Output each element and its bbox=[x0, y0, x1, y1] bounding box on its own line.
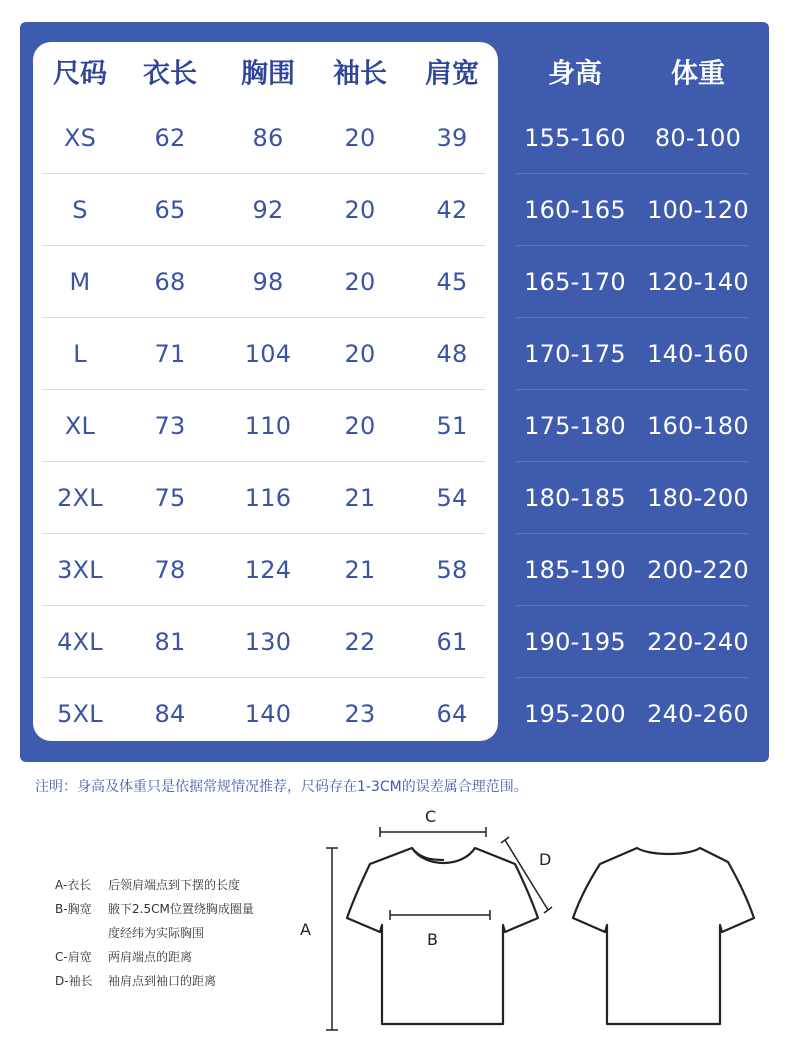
table-cell: 130 bbox=[244, 628, 292, 656]
table-cell: 92 bbox=[252, 196, 284, 224]
table-cell: 54 bbox=[436, 484, 468, 512]
table-cell: 71 bbox=[154, 340, 186, 368]
table-cell: 140-160 bbox=[647, 340, 749, 368]
table-row bbox=[0, 534, 790, 606]
tshirt-back-outline bbox=[573, 848, 754, 1024]
header-length: 衣长 bbox=[143, 58, 197, 90]
table-cell: 20 bbox=[344, 340, 376, 368]
table-cell: 65 bbox=[154, 196, 186, 224]
table-cell: 165-170 bbox=[524, 268, 626, 296]
table-row bbox=[0, 462, 790, 534]
header-sleeve: 袖长 bbox=[333, 58, 387, 90]
table-cell: 64 bbox=[436, 700, 468, 728]
table-cell: 81 bbox=[154, 628, 186, 656]
table-cell: 21 bbox=[344, 556, 376, 584]
table-cell: 175-180 bbox=[524, 412, 626, 440]
table-cell: 185-190 bbox=[524, 556, 626, 584]
legend-key: C-肩宽 bbox=[55, 950, 92, 964]
table-cell: 58 bbox=[436, 556, 468, 584]
table-cell: 48 bbox=[436, 340, 468, 368]
legend-key: D-袖长 bbox=[55, 974, 93, 988]
table-cell: 3XL bbox=[57, 556, 103, 584]
table-cell: 78 bbox=[154, 556, 186, 584]
tshirt-front-outline bbox=[347, 848, 538, 1024]
table-cell: M bbox=[69, 268, 91, 296]
table-cell: 75 bbox=[154, 484, 186, 512]
table-cell: 170-175 bbox=[524, 340, 626, 368]
table-cell: 190-195 bbox=[524, 628, 626, 656]
header-weight: 体重 bbox=[671, 58, 725, 90]
table-cell: 42 bbox=[436, 196, 468, 224]
table-cell: 20 bbox=[344, 268, 376, 296]
sleeve-tick-bottom bbox=[544, 907, 552, 913]
table-row bbox=[0, 102, 790, 174]
table-cell: 22 bbox=[344, 628, 376, 656]
table-cell: XS bbox=[63, 124, 97, 152]
table-cell: 20 bbox=[344, 196, 376, 224]
table-row bbox=[0, 318, 790, 390]
legend-desc: 度经纬为实际胸围 bbox=[108, 926, 205, 940]
table-cell: 20 bbox=[344, 124, 376, 152]
tshirt-diagram bbox=[290, 800, 770, 1040]
table-cell: 180-185 bbox=[524, 484, 626, 512]
table-cell: 240-260 bbox=[647, 700, 749, 728]
table-cell: L bbox=[73, 340, 87, 368]
legend-key: B-胸宽 bbox=[55, 902, 92, 916]
table-cell: 2XL bbox=[57, 484, 103, 512]
label-a: A bbox=[300, 920, 311, 939]
table-cell: 68 bbox=[154, 268, 186, 296]
legend-desc: 两肩端点的距离 bbox=[108, 950, 193, 964]
table-cell: 61 bbox=[436, 628, 468, 656]
table-cell: 51 bbox=[436, 412, 468, 440]
table-cell: 140 bbox=[244, 700, 292, 728]
legend-key: A-衣长 bbox=[55, 878, 92, 892]
table-cell: 104 bbox=[244, 340, 292, 368]
legend-desc: 腋下2.5CM位置绕胸成圈量 bbox=[108, 902, 254, 916]
table-cell: 4XL bbox=[57, 628, 103, 656]
table-cell: 160-180 bbox=[647, 412, 749, 440]
table-cell: 20 bbox=[344, 412, 376, 440]
table-cell: 180-200 bbox=[647, 484, 749, 512]
table-cell: S bbox=[72, 196, 88, 224]
table-cell: 23 bbox=[344, 700, 376, 728]
table-cell: 21 bbox=[344, 484, 376, 512]
table-cell: 200-220 bbox=[647, 556, 749, 584]
table-cell: 124 bbox=[244, 556, 292, 584]
header-shoulder: 肩宽 bbox=[425, 58, 479, 90]
table-cell: 160-165 bbox=[524, 196, 626, 224]
table-row bbox=[0, 174, 790, 246]
table-cell: 5XL bbox=[57, 700, 103, 728]
table-cell: 45 bbox=[436, 268, 468, 296]
table-cell: 195-200 bbox=[524, 700, 626, 728]
table-cell: 98 bbox=[252, 268, 284, 296]
table-cell: 80-100 bbox=[654, 124, 742, 152]
header-chest: 胸围 bbox=[241, 58, 295, 90]
header-height: 身高 bbox=[548, 58, 602, 90]
table-cell: 84 bbox=[154, 700, 186, 728]
table-row bbox=[0, 390, 790, 462]
table-cell: 73 bbox=[154, 412, 186, 440]
table-cell: 116 bbox=[244, 484, 292, 512]
legend-desc: 袖肩点到袖口的距离 bbox=[108, 974, 217, 988]
sleeve-tick-top bbox=[501, 837, 509, 843]
size-note: 注明：身高及体重只是依据常规情况推荐，尺码存在1-3CM的误差属合理范围。 bbox=[35, 779, 528, 795]
table-cell: 120-140 bbox=[647, 268, 749, 296]
header-size: 尺码 bbox=[53, 58, 107, 90]
label-c: C bbox=[425, 807, 437, 826]
table-row bbox=[0, 606, 790, 678]
table-cell: 110 bbox=[244, 412, 292, 440]
table-cell: 220-240 bbox=[647, 628, 749, 656]
table-cell: 155-160 bbox=[524, 124, 626, 152]
legend-desc: 后领肩端点到下摆的长度 bbox=[108, 878, 241, 892]
table-cell: 86 bbox=[252, 124, 284, 152]
table-cell: 39 bbox=[436, 124, 468, 152]
label-d: D bbox=[539, 850, 552, 869]
tshirt-front-collar bbox=[412, 848, 444, 860]
table-cell: 62 bbox=[154, 124, 186, 152]
table-row bbox=[0, 678, 790, 750]
table-row bbox=[0, 246, 790, 318]
table-cell: XL bbox=[64, 412, 96, 440]
table-cell: 100-120 bbox=[647, 196, 749, 224]
label-b: B bbox=[427, 930, 438, 949]
